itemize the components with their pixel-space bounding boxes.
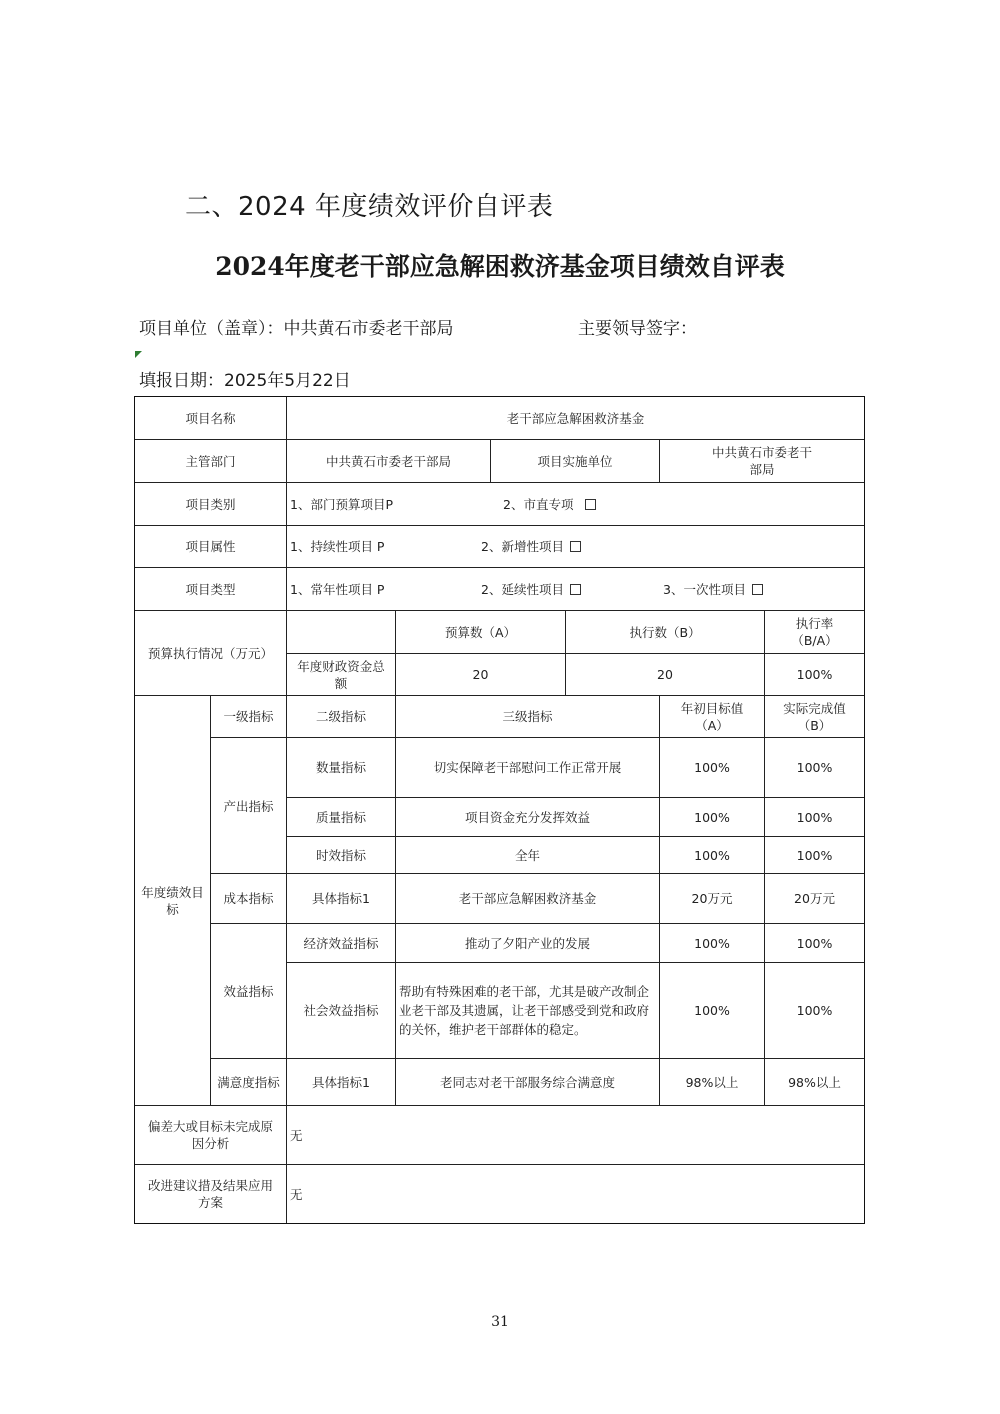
- budget-value: 20: [395, 653, 566, 696]
- indicator-actual: 100%: [764, 962, 865, 1059]
- indicator-actual: 100%: [764, 737, 865, 798]
- impl-unit-value: 中共黄石市委老干部局: [659, 439, 865, 483]
- indicator-level2: 经济效益指标: [286, 923, 396, 963]
- budget-header-blank: [286, 610, 396, 654]
- dept-value: 中共黄石市委老干部局: [286, 439, 491, 483]
- indicator-level3: 全年: [395, 836, 660, 874]
- dept-label: 主管部门: [134, 439, 287, 483]
- category-label: 项目类别: [134, 482, 287, 526]
- cost-indicator-label: 成本指标: [210, 873, 287, 924]
- indicator-level3: 帮助有特殊困难的老干部，尤其是破产改制企业老干部及其遗属，让老干部感受到党和政府的关怀，维护老干部群体的稳定。: [395, 962, 660, 1059]
- indicator-level2: 社会效益指标: [286, 962, 396, 1059]
- type-option-2-label: 2、延续性项目: [481, 581, 564, 597]
- exec-col-header: 执行数（B）: [565, 610, 765, 654]
- type-label: 项目类型: [134, 567, 287, 611]
- leader-signature-line: 主要领导签字：: [578, 319, 697, 339]
- checkbox-icon: [570, 584, 581, 595]
- indicator-level2: 质量指标: [286, 797, 396, 837]
- category-option-2-label: 2、市直专项: [503, 496, 574, 512]
- satisfaction-indicator-label: 满意度指标: [210, 1058, 287, 1106]
- indicator-level3: 老同志对老干部服务综合满意度: [395, 1058, 660, 1106]
- output-indicator-label: 产出指标: [210, 737, 287, 874]
- indicator-actual: 100%: [764, 797, 865, 837]
- page-number: 31: [491, 1314, 509, 1330]
- category-option-1: 1、部门预算项目P: [290, 496, 393, 512]
- budget-exec-label: 预算执行情况（万元）: [134, 610, 287, 696]
- annual-goal-label: 年度绩效目标: [134, 695, 211, 1106]
- indicator-level2: 数量指标: [286, 737, 396, 798]
- type-option-3-label: 3、一次性项目: [663, 581, 746, 597]
- level1-header: 一级指标: [210, 695, 287, 738]
- level2-header: 二级指标: [286, 695, 396, 738]
- level3-header: 三级指标: [395, 695, 660, 738]
- budget-row-label: 年度财政资金总额: [286, 653, 396, 696]
- indicator-actual: 100%: [764, 836, 865, 874]
- category-option-2[interactable]: [503, 496, 596, 513]
- budget-col-header: 预算数（A）: [395, 610, 566, 654]
- indicator-target: 100%: [659, 737, 765, 798]
- improvement-label: 改进建议措及结果应用方案: [134, 1164, 287, 1224]
- fill-date-line: 填报日期：2025年5月22日: [139, 371, 351, 391]
- indicator-level3: 项目资金充分发挥效益: [395, 797, 660, 837]
- rate-col-header: 执行率（B/A）: [764, 610, 865, 654]
- indicator-actual: 98%以上: [764, 1058, 865, 1106]
- benefit-indicator-label: 效益指标: [210, 923, 287, 1059]
- project-name-label: 项目名称: [134, 396, 287, 440]
- checkbox-icon: [752, 584, 763, 595]
- project-name-value: 老干部应急解困救济基金: [286, 396, 865, 440]
- indicator-level2: 具体指标1: [286, 1058, 396, 1106]
- checkbox-icon: [585, 499, 596, 510]
- indicator-target: 100%: [659, 836, 765, 874]
- attribute-label: 项目属性: [134, 525, 287, 568]
- type-options: [286, 567, 865, 611]
- indicator-actual: 20万元: [764, 873, 865, 924]
- deviation-value: 无: [286, 1105, 865, 1165]
- attribute-option-2[interactable]: [481, 538, 581, 555]
- document-title: 2024年度老干部应急解困救济基金项目绩效自评表: [215, 252, 785, 281]
- indicator-target: 100%: [659, 923, 765, 963]
- indicator-level2: 具体指标1: [286, 873, 396, 924]
- indicator-actual: 100%: [764, 923, 865, 963]
- type-option-3[interactable]: [663, 581, 763, 598]
- indicator-target: 98%以上: [659, 1058, 765, 1106]
- actual-header: 实际完成值（B）: [764, 695, 865, 738]
- attribute-options: [286, 525, 865, 568]
- improvement-value: 无: [286, 1164, 865, 1224]
- exec-value: 20: [565, 653, 765, 696]
- impl-unit-label: 项目实施单位: [490, 439, 660, 483]
- attribute-option-1: 1、持续性项目 P: [290, 539, 385, 554]
- section-heading: 二、2024 年度绩效评价自评表: [185, 192, 554, 222]
- comment-marker-icon: [135, 351, 142, 358]
- checkbox-icon: [570, 541, 581, 552]
- indicator-level3: 切实保障老干部慰问工作正常开展: [395, 737, 660, 798]
- indicator-target: 100%: [659, 797, 765, 837]
- type-option-1: 1、常年性项目 P: [290, 581, 385, 597]
- indicator-level3: 老干部应急解困救济基金: [395, 873, 660, 924]
- indicator-level2: 时效指标: [286, 836, 396, 874]
- type-option-2[interactable]: [481, 581, 663, 598]
- category-options: [286, 482, 865, 526]
- deviation-label: 偏差大或目标未完成原因分析: [134, 1105, 287, 1165]
- indicator-level3: 推动了夕阳产业的发展: [395, 923, 660, 963]
- project-unit-line: 项目单位（盖章）：中共黄石市委老干部局: [139, 319, 454, 339]
- indicator-target: 100%: [659, 962, 765, 1059]
- target-header: 年初目标值（A）: [659, 695, 765, 738]
- attribute-option-2-label: 2、新增性项目: [481, 539, 564, 554]
- indicator-target: 20万元: [659, 873, 765, 924]
- rate-value: 100%: [764, 653, 865, 696]
